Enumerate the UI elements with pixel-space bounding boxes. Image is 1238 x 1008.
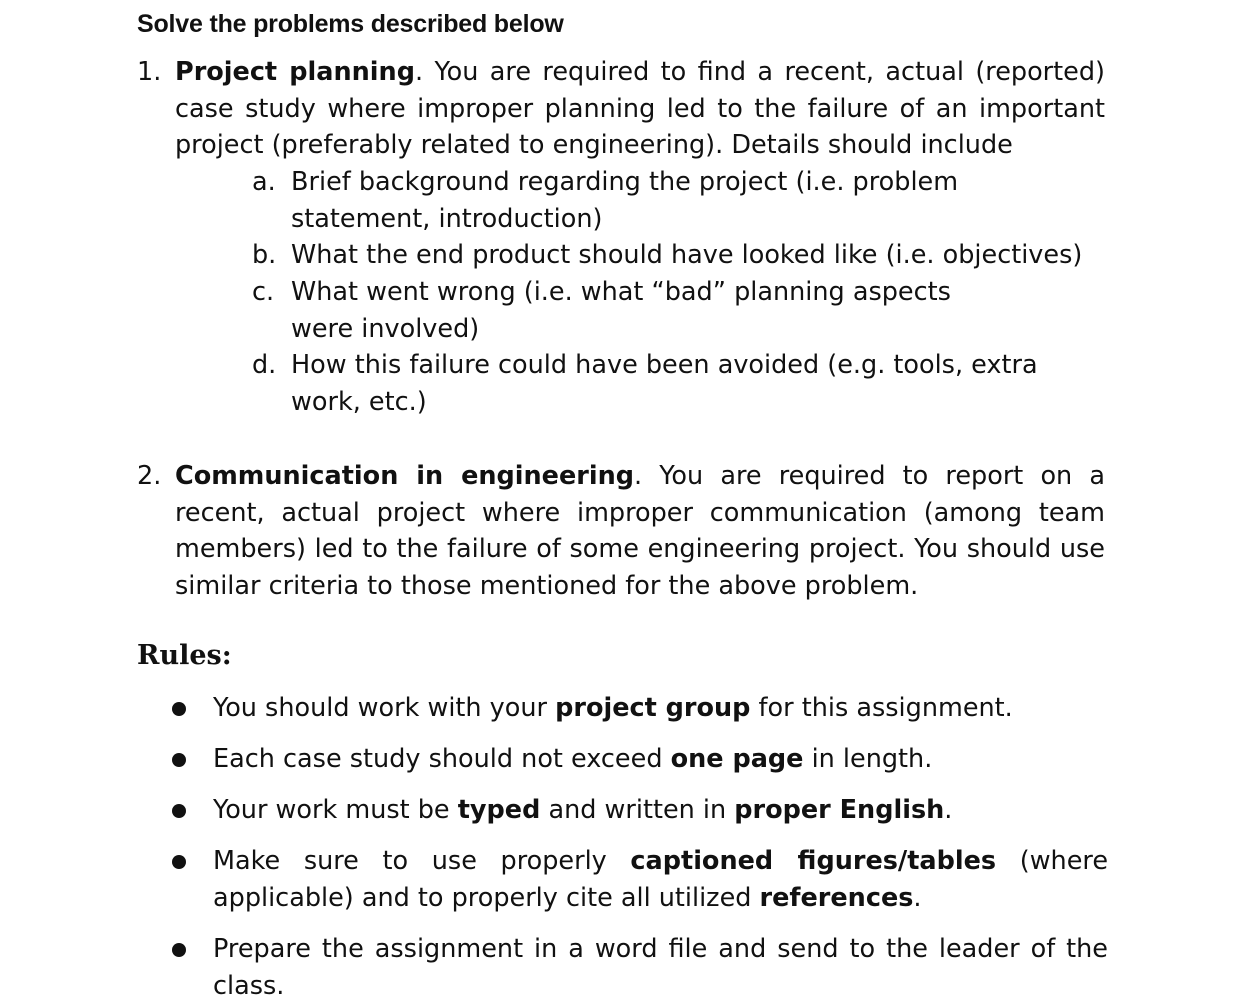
rules-heading: Rules: — [137, 640, 232, 671]
subitem-a-text: Brief background regarding the project (i.e. problem statement, introduction) — [291, 167, 959, 234]
rule-5: Prepare the assignment in a word file and send to the leader of the class. — [213, 934, 1108, 1001]
bullet-icon — [172, 804, 186, 818]
bullet-icon — [172, 702, 186, 716]
subitem-d-letter: d. — [252, 350, 277, 380]
bullet-icon — [172, 943, 186, 957]
document-heading: Solve the problems described below — [137, 10, 564, 38]
rule-1: You should work with your project group for this assignment. — [213, 693, 1013, 723]
rule-3: Your work must be typed and written in proper English. — [213, 795, 953, 825]
problem-2-paragraph — [175, 458, 1105, 604]
bullet-icon — [172, 855, 186, 869]
subitem-c-letter: c. — [252, 277, 275, 307]
problem-1-paragraph — [175, 54, 1105, 164]
subitem-a-letter: a. — [252, 167, 276, 197]
subitem-b-letter: b. — [252, 240, 277, 270]
problem-2-text: . You are required to report on a recent, actual project where improper communication (among team members) led to the failure of some engineering project. You should use similar criteria to those mentioned for the above problem. — [175, 461, 1105, 601]
rule-4: Make sure to use properly captioned figures/tables (where applicable) and to properly cite all utilized references. — [213, 846, 1109, 913]
problem-1-title: Project planning — [175, 57, 415, 87]
rule-2: Each case study should not exceed one page in length. — [213, 744, 933, 774]
problem-2-title: Communication in engineering — [175, 461, 634, 491]
subitem-d-text: How this failure could have been avoided (e.g. tools, extra work, etc.) — [291, 350, 1038, 417]
bullet-icon — [172, 753, 186, 767]
problem-1-text: . You are required to find a recent, actual (reported) case study where improper planning led to the failure of an important project (preferably related to engineering). Details should include — [175, 57, 1105, 160]
subitem-c-text: What went wrong (i.e. what “bad” planning aspects were involved) — [291, 277, 951, 344]
problem-2-number: 2. — [137, 461, 162, 491]
subitem-b-text: What the end product should have looked like (i.e. objectives) — [291, 240, 1083, 270]
problem-1-number: 1. — [137, 57, 162, 87]
